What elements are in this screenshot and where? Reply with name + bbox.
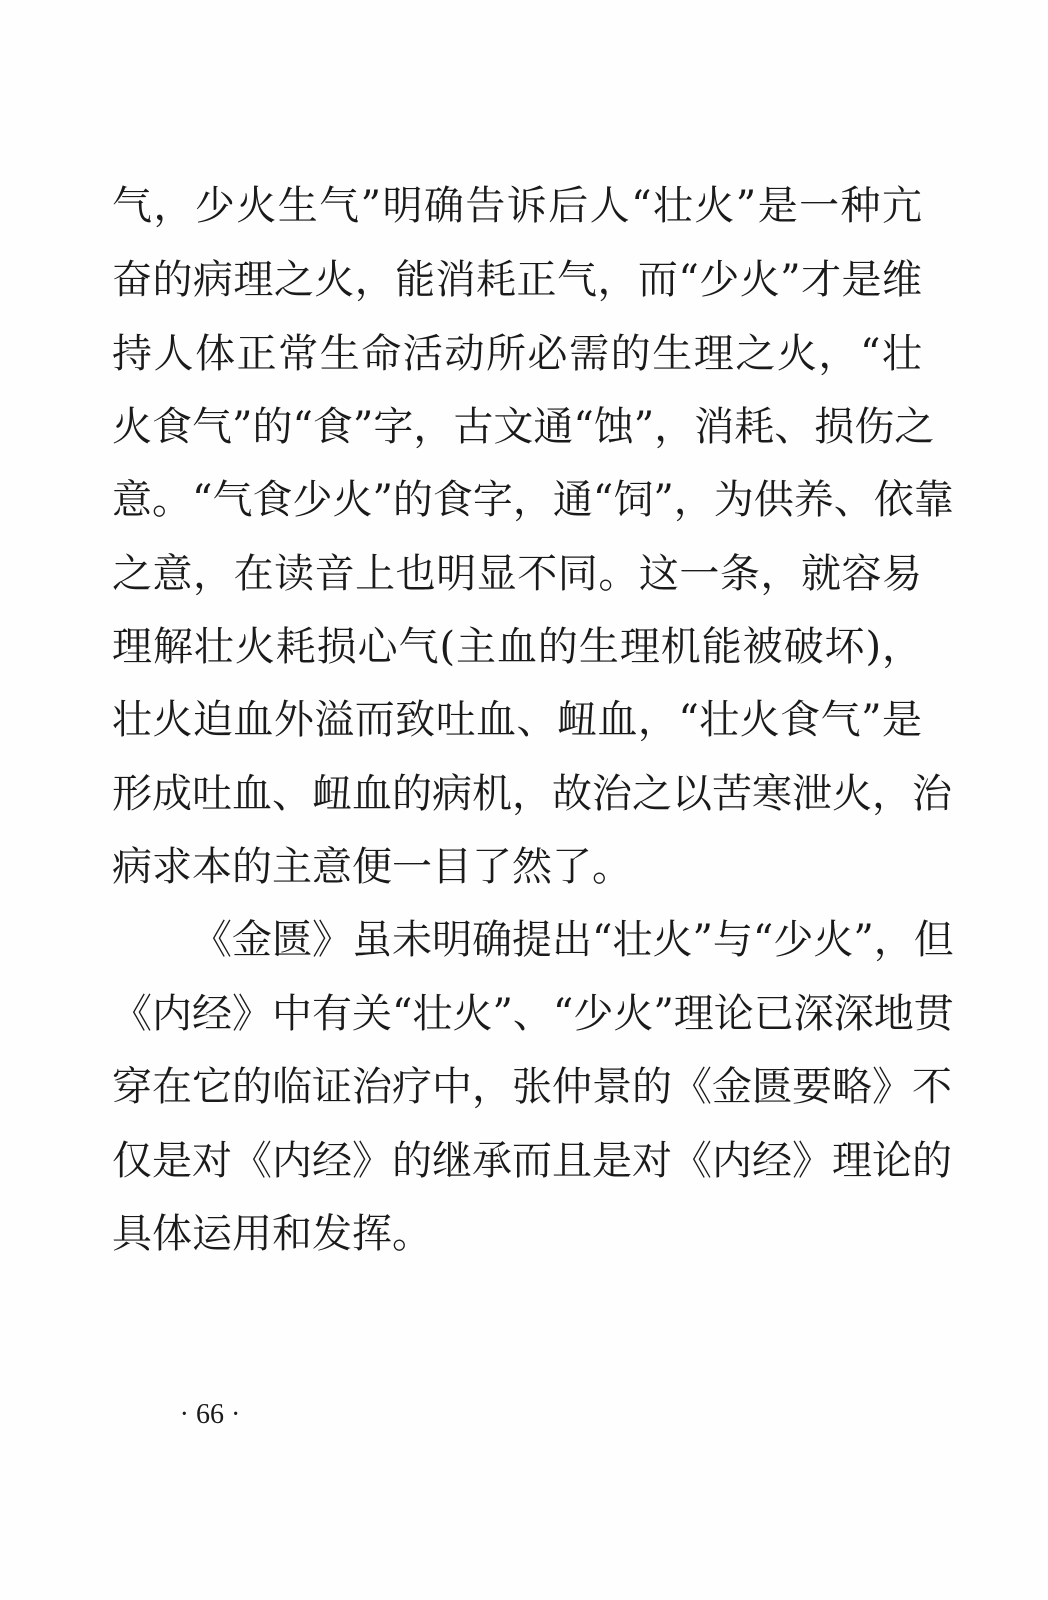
text-line: 病求本的主意便一目了然了。 (112, 844, 632, 890)
text-line: 壮火迫血外溢而致吐血、衄血，“壮火食气”是 (112, 697, 922, 743)
text-line: 之意，在读音上也明显不同。这一条，就容易 (112, 551, 922, 597)
text-line: 理解壮火耗损心气(主血的生理机能被破坏)， (112, 624, 922, 670)
text-line: 穿在它的临证治疗中，张仲景的《金匮要略》不 (112, 1064, 952, 1110)
text-line: 《内经》中有关“壮火”、“少火”理论已深深地贯 (112, 991, 954, 1037)
text-line: 奋的病理之火，能消耗正气，而“少火”才是维 (112, 257, 922, 303)
page-number: · 66 · (179, 1399, 241, 1430)
text-line: 意。“气食少火”的食字，通“饲”，为供养、依靠 (112, 477, 954, 523)
text-line: 形成吐血、衄血的病机，故治之以苦寒泄火，治 (112, 771, 952, 817)
text-line: 具体运用和发挥。 (112, 1211, 432, 1257)
text-line: 仅是对《内经》的继承而且是对《内经》理论的 (112, 1138, 952, 1184)
text-line: 持人体正常生命活动所必需的生理之火，“壮 (112, 331, 922, 377)
text-line: 《金匮》虽未明确提出“壮火”与“少火”，但 (192, 917, 954, 963)
text-line: 火食气”的“食”字，古文通“蚀”，消耗、损伤之 (112, 404, 935, 450)
text-line: 气，少火生气”明确告诉后人“壮火”是一种亢 (112, 183, 922, 229)
